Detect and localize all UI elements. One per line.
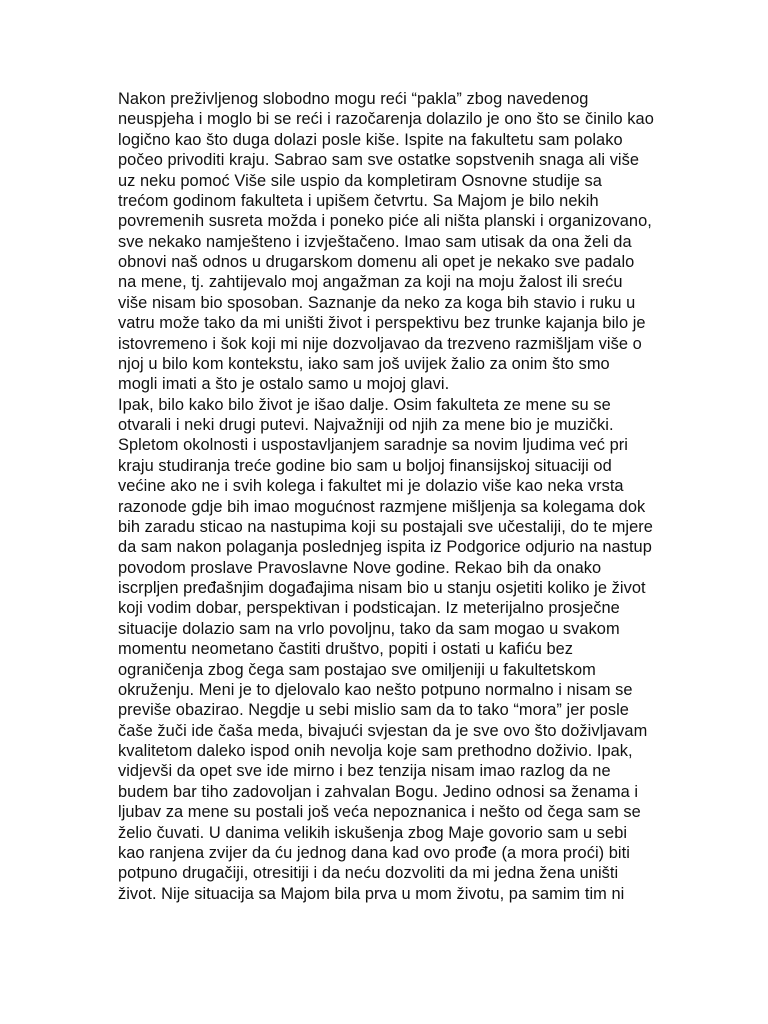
- text-line: povodom proslave Pravoslavne Nove godine. Rekao bih da onako: [118, 558, 602, 577]
- text-line: momentu neometano častiti društvo, popiti i ostati u kafiću bez: [118, 640, 574, 659]
- paragraph-2: [118, 395, 718, 904]
- document-body: [118, 89, 718, 904]
- text-line: mogli imati a što je ostalo samo u mojoj glavi.: [118, 375, 450, 394]
- text-line: život. Nije situacija sa Majom bila prva u mom životu, pa samim tim ni: [118, 884, 625, 903]
- text-line: na mene, tj. zahtijevalo moj angažman za koji na moju žalost ili sreću: [118, 273, 623, 292]
- text-line: počeo privoditi kraju. Sabrao sam sve ostatke sopstvenih snaga ali više: [118, 151, 640, 170]
- text-line: situacije dolazio sam na vrlo povoljnu, tako da sam mogao u svakom: [118, 619, 620, 638]
- text-line: ograničenja zbog čega sam postajao sve omiljeniji u fakultetskom: [118, 660, 596, 679]
- text-line: previše obazirao. Negdje u sebi mislio sam da to tako “mora” jer posle: [118, 701, 629, 720]
- text-line: Ipak, bilo kako bilo život je išao dalje. Osim fakulteta ze mene su se: [118, 395, 611, 414]
- text-line: okruženju. Meni je to djelovalo kao nešto potpuno normalno i nisam se: [118, 680, 633, 699]
- text-line: otvarali i neki drugi putevi. Najvažniji od njih za mene bio je muzički.: [118, 416, 614, 434]
- text-line: trećom godinom fakulteta i upišem četvrtu. Sa Majom je bilo nekih: [118, 191, 599, 210]
- text-line: bih zaradu sticao na nastupima koji su postajali sve učestaliji, do te mjere: [118, 517, 653, 536]
- text-line: povremenih susreta možda i poneko piće ali ništa planski i organizovano,: [118, 212, 652, 231]
- text-line: Nakon preživljenog slobodno mogu reći “pakla” zbog navedenog: [118, 90, 589, 108]
- text-line: ljubav za mene su postali još veća nepoznanica i nešto od čega sam se: [118, 803, 641, 822]
- text-line: potpuno drugačiji, otresitiji i da neću dozvoliti da mi jedna žena uništi: [118, 864, 619, 883]
- text-line: da sam nakon polaganja poslednjeg ispita iz Podgorice odjurio na nastup: [118, 538, 652, 557]
- text-line: istovremeno i šok koji mi nije dozvoljavao da trezveno razmišljam više o: [118, 334, 642, 353]
- text-line: više nisam bio sposoban. Saznanje da neko za koga bih stavio i ruku u: [118, 293, 636, 312]
- text-line: vatru može tako da mi uništi život i perspektivu bez trunke kajanja bilo je: [118, 314, 646, 333]
- text-line: većine ako ne i svih kolega i fakultet mi je dolazio više kao neka vrsta: [118, 477, 624, 496]
- text-line: kraju studiranja treće godine bio sam u boljoj finansijskoj situaciji od: [118, 456, 612, 475]
- text-line: razonode gdje bih imao mogućnost razmjene mišljenja sa kolegama dok: [118, 497, 646, 516]
- paragraph-1: [118, 89, 718, 395]
- text-line: budem bar tiho zadovoljan i zahvalan Bogu. Jedino odnosi sa ženama i: [118, 782, 639, 801]
- text-line: čaše žuči ide čaša meda, bivajući svjestan da je sve ovo što doživljavam: [118, 721, 648, 740]
- text-line: želio čuvati. U danima velikih iskušenja zbog Maje govorio sam u sebi: [118, 823, 628, 842]
- text-line: iscrpljen prеđašnjim događajima nisam bio u stanju osjetiti koliko je život: [118, 579, 646, 597]
- text-line: neuspjeha i moglo bi se reći i razočarenja dolazilo je ono što se činilo kao: [118, 110, 654, 129]
- text-line: logično kao što duga dolazi posle kiše. Ispite na fakultetu sam polako: [118, 130, 623, 149]
- text-line: sve nekako namješteno i izvještačeno. Imao sam utisak da ona želi da: [118, 232, 632, 251]
- text-line: uz neku pomoć Više sile uspio da kompletiram Osnovne studije sa: [118, 171, 602, 190]
- text-line: kao ranjena zvijer da ću jednog dana kad ovo prođe (a mora proći) biti: [118, 843, 630, 862]
- text-line: obnovi naš odnos u drugarskom domenu ali opet je nekako sve padalo: [118, 253, 635, 271]
- text-line: kvalitetom daleko ispod onih nevolja koje sam prethodno doživio. Ipak,: [118, 742, 633, 760]
- text-line: Spletom okolnosti i uspostavljanjem saradnje sa novim ljudima već pri: [118, 436, 628, 455]
- text-line: koji vodim dobar, perspektivan i podsticajan. Iz meterijalno prosječne: [118, 599, 620, 618]
- text-line: vidjevši da opet sve ide mirno i bez tenzija nisam imao razlog da ne: [118, 762, 611, 781]
- text-line: njoj u bilo kom kontekstu, iako sam još uvijek žalio za onim što smo: [118, 354, 610, 373]
